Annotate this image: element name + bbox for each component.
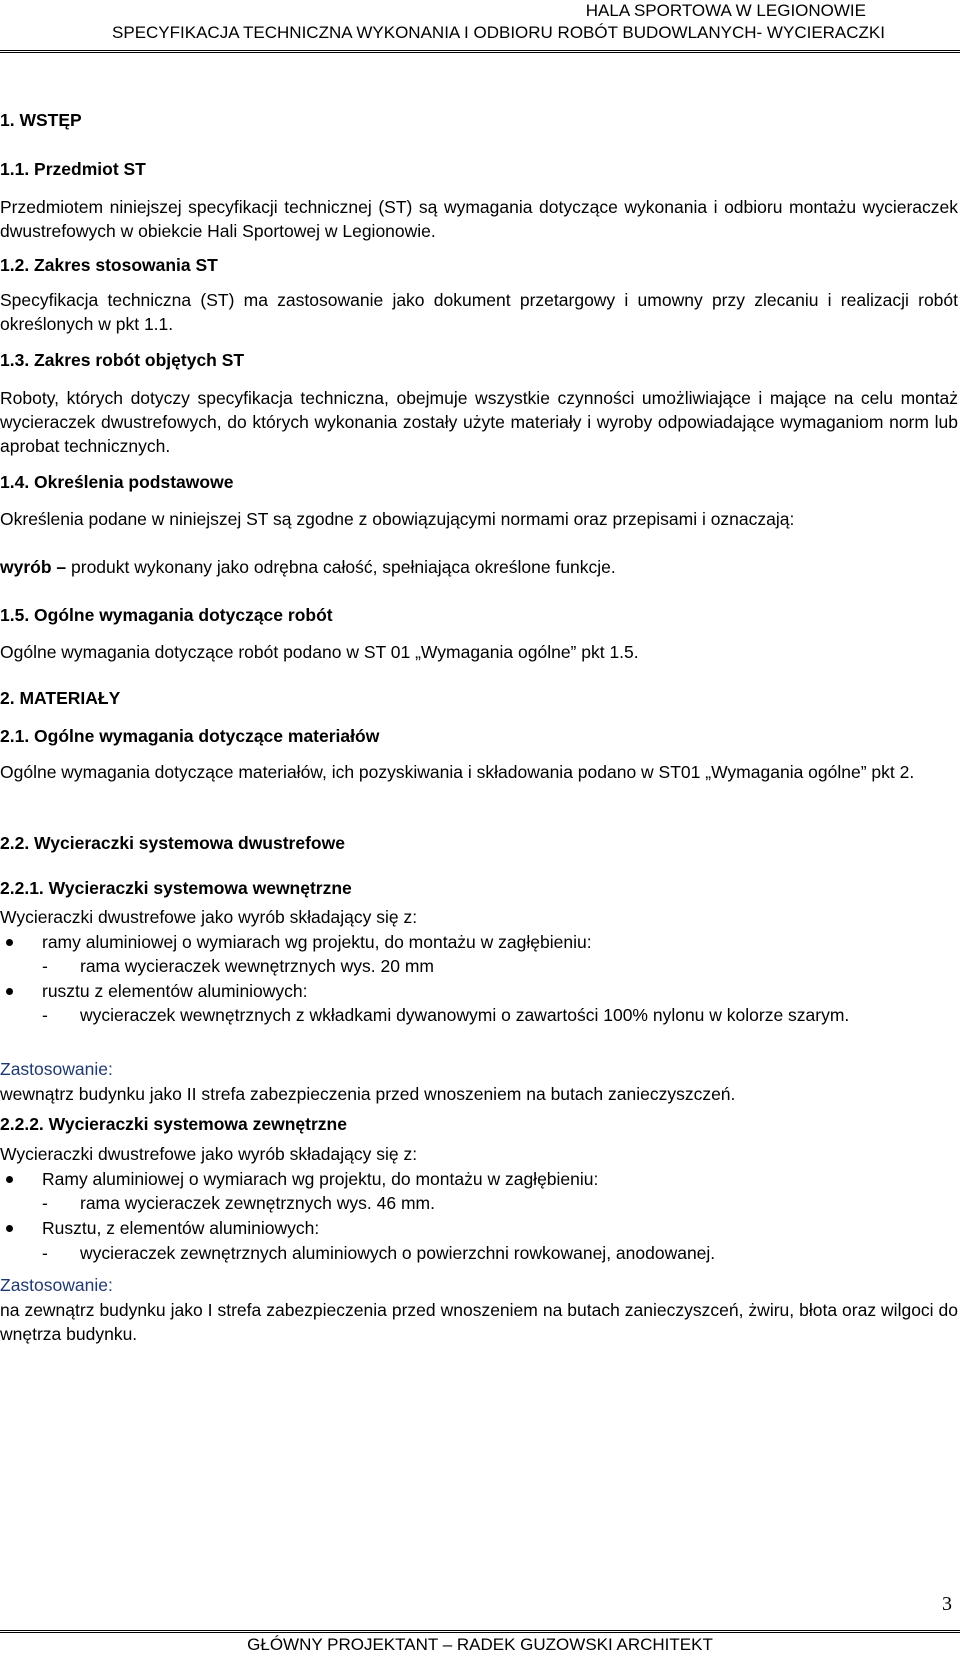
usage-label: Zastosowanie: <box>0 1275 113 1295</box>
section-1-3-text: Roboty, których dotyczy specyfikacja techniczna, obejmuje wszystkie czynności umożliwiające i mające na celu montaż wycieraczek dwustrefowych, do których wykonania zostały użyte materiały i wyroby odpowiadające wymaganiom norm lub aprobat technicznych. <box>0 388 958 456</box>
sub-list-item-text: wycieraczek wewnętrznych z wkładkami dywanowymi o zawartości 100% nylonu w kolorze szarym. <box>80 1005 850 1025</box>
list-item-text: ramy aluminiowej o wymiarach wg projektu, do montażu w zagłębieniu: <box>42 932 592 952</box>
sub-list-item-text: rama wycieraczek zewnętrznych wys. 46 mm. <box>80 1193 435 1213</box>
section-2-2-1-heading: 2.2.1. Wycieraczki systemowa wewnętrzne <box>0 878 352 898</box>
usage-label: Zastosowanie: <box>0 1059 113 1079</box>
page-number: 3 <box>942 1593 952 1615</box>
section-2-2-1-intro: Wycieraczki dwustrefowe jako wyrób składający się z: <box>0 907 418 927</box>
section-2-2-heading: 2.2. Wycieraczki systemowa dwustrefowe <box>0 833 345 853</box>
header-rule <box>0 50 960 51</box>
dash-marker: - <box>42 956 48 976</box>
bullet-icon <box>6 1225 13 1232</box>
section-1-4-heading: 1.4. Określenia podstawowe <box>0 472 234 492</box>
page-footer: GŁÓWNY PROJEKTANT – RADEK GUZOWSKI ARCHITEKT <box>247 1635 713 1654</box>
section-1-3-heading: 1.3. Zakres robót objętych ST <box>0 350 245 370</box>
section-1-2-text: Specyfikacja techniczna (ST) ma zastosowanie jako dokument przetargowy i umowny przy zlecaniu i realizacji robót określonych w pkt 1.1. <box>0 290 958 334</box>
section-1-2-heading: 1.2. Zakres stosowania ST <box>0 255 218 275</box>
usage-text: na zewnątrz budynku jako I strefa zabezpieczenia przed wnoszeniem na butach zanieczyszceń, żwiru, błota oraz wilgoci do wnętrza budynku. <box>0 1300 958 1344</box>
bullet-icon <box>6 1176 13 1183</box>
section-1-5-text: Ogólne wymagania dotyczące robót podano w ST 01 „Wymagania ogólne” pkt 1.5. <box>0 642 639 662</box>
section-1-1-heading: 1.1. Przedmiot ST <box>0 159 146 179</box>
page-header <box>0 0 960 44</box>
footer-rule-secondary <box>0 1632 960 1633</box>
bullet-icon <box>6 939 13 946</box>
section-2-2-2-intro: Wycieraczki dwustrefowe jako wyrób składający się z: <box>0 1144 418 1164</box>
list-item-text: Rusztu, z elementów aluminiowych: <box>42 1218 320 1238</box>
definition-term: wyrób – <box>0 557 67 577</box>
definition-line <box>0 555 958 579</box>
section-2-1-heading: 2.1. Ogólne wymagania dotyczące materiałów <box>0 726 380 746</box>
bullet-icon <box>6 988 13 995</box>
sub-list-item-text: wycieraczek zewnętrznych aluminiowych o powierzchni rowkowanej, anodowanej. <box>80 1243 716 1263</box>
section-2-2-2-heading: 2.2.2. Wycieraczki systemowa zewnętrzne <box>0 1114 347 1134</box>
footer-rule <box>0 1630 960 1631</box>
header-rule-secondary <box>0 52 960 53</box>
section-2-1-text: Ogólne wymagania dotyczące materiałów, ich pozyskiwania i składowania podano w ST01 „Wymagania ogólne” pkt 2. <box>0 762 915 782</box>
section-2-heading: 2. MATERIAŁY <box>0 688 121 708</box>
sub-list-item-text: rama wycieraczek wewnętrznych wys. 20 mm <box>80 956 434 976</box>
usage-text: wewnątrz budynku jako II strefa zabezpieczenia przed wnoszeniem na butach zanieczyszczeń. <box>0 1084 736 1104</box>
list-item-text: rusztu z elementów aluminiowych: <box>42 981 308 1001</box>
dash-marker: - <box>42 1243 48 1263</box>
list-item-text: Ramy aluminiowej o wymiarach wg projektu, do montażu w zagłębieniu: <box>42 1169 599 1189</box>
header-document-title: SPECYFIKACJA TECHNICZNA WYKONANIA I ODBIORU ROBÓT BUDOWLANYCH- WYCIERACZKI <box>112 23 885 42</box>
section-1-4-text: Określenia podane w niniejszej ST są zgodne z obowiązującymi normami oraz przepisami i oznaczają: <box>0 509 795 529</box>
header-project-title: HALA SPORTOWA W LEGIONOWIE <box>585 1 866 20</box>
section-1-heading: 1. WSTĘP <box>0 110 82 130</box>
section-1-1-text: Przedmiotem niniejszej specyfikacji technicznej (ST) są wymagania dotyczące wykonania i odbioru montażu wycieraczek dwustrefowych w obiekcie Hali Sportowej w Legionowie. <box>0 197 958 241</box>
dash-marker: - <box>42 1193 48 1213</box>
definition-text: produkt wykonany jako odrębna całość, spełniająca określone funkcje. <box>66 557 616 577</box>
section-1-5-heading: 1.5. Ogólne wymagania dotyczące robót <box>0 605 333 625</box>
dash-marker: - <box>42 1005 48 1025</box>
